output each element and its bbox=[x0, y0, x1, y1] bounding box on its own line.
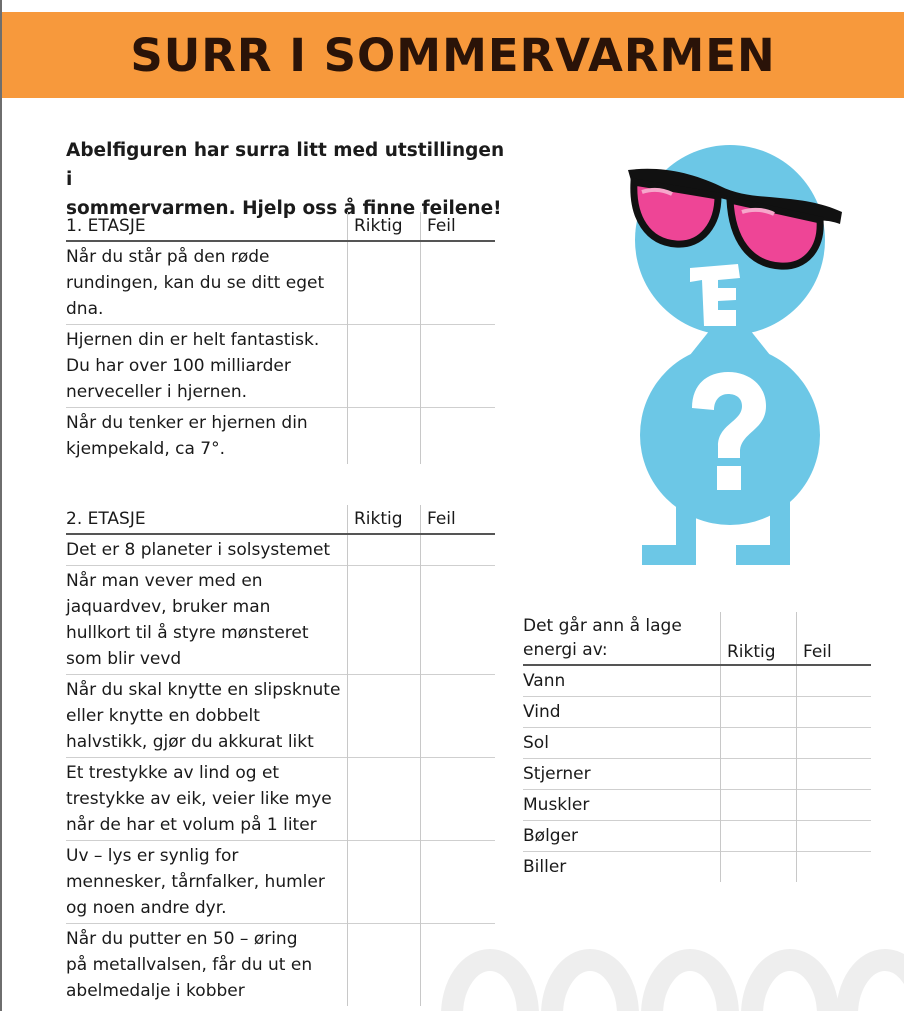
table-row bbox=[66, 534, 495, 566]
floor2-header-row bbox=[66, 505, 495, 534]
question-text bbox=[66, 924, 348, 1007]
question-line: på metallvalsen, får du ut en bbox=[66, 955, 313, 975]
question-line: Når du putter en 50 – øring bbox=[66, 929, 298, 949]
riktig-checkbox-cell[interactable] bbox=[348, 325, 421, 408]
question-line: dna. bbox=[66, 299, 104, 319]
question-text bbox=[66, 566, 348, 675]
table-row bbox=[66, 758, 495, 841]
intro-line: Abelfiguren har surra litt med utstillingen i bbox=[66, 140, 505, 190]
energy-item: Muskler bbox=[523, 790, 721, 821]
riktig-checkbox-cell[interactable] bbox=[721, 852, 797, 883]
table-row bbox=[523, 665, 871, 697]
table-row bbox=[66, 675, 495, 758]
riktig-checkbox-cell[interactable] bbox=[348, 534, 421, 566]
energy-header-row bbox=[523, 612, 871, 665]
riktig-checkbox-cell[interactable] bbox=[348, 924, 421, 1007]
riktig-checkbox-cell[interactable] bbox=[348, 566, 421, 675]
table-row bbox=[523, 790, 871, 821]
question-text bbox=[66, 325, 348, 408]
feil-checkbox-cell[interactable] bbox=[421, 675, 496, 758]
riktig-checkbox-cell[interactable] bbox=[721, 728, 797, 759]
question-line: Et trestykke av lind og et bbox=[66, 763, 280, 783]
table-row bbox=[66, 241, 495, 325]
floor2-col-riktig: Riktig bbox=[348, 505, 421, 534]
page-title: SURR I SOMMERVARMEN bbox=[130, 28, 776, 82]
feil-checkbox-cell[interactable] bbox=[797, 759, 872, 790]
question-line: som blir vevd bbox=[66, 649, 182, 669]
question-text bbox=[66, 841, 348, 924]
riktig-checkbox-cell[interactable] bbox=[721, 759, 797, 790]
question-line: rundingen, kan du se ditt eget bbox=[66, 273, 325, 293]
question-line: Når du står på den røde bbox=[66, 247, 270, 267]
question-line: og noen andre dyr. bbox=[66, 898, 227, 918]
question-line: Når du skal knytte en slipsknute bbox=[66, 680, 341, 700]
feil-checkbox-cell[interactable] bbox=[797, 852, 872, 883]
feil-checkbox-cell[interactable] bbox=[421, 241, 496, 325]
riktig-checkbox-cell[interactable] bbox=[348, 408, 421, 465]
riktig-checkbox-cell[interactable] bbox=[721, 790, 797, 821]
riktig-checkbox-cell[interactable] bbox=[721, 821, 797, 852]
table-row bbox=[66, 408, 495, 465]
energy-item: Stjerner bbox=[523, 759, 721, 790]
question-line: Du har over 100 milliarder bbox=[66, 356, 291, 376]
question-line: mennesker, tårnfalker, humler bbox=[66, 872, 325, 892]
table-row bbox=[523, 821, 871, 852]
page-left-edge bbox=[0, 0, 2, 1011]
riktig-checkbox-cell[interactable] bbox=[348, 841, 421, 924]
floor1-heading: 1. ETASJE bbox=[66, 212, 348, 241]
riktig-checkbox-cell[interactable] bbox=[348, 675, 421, 758]
question-line: Hjernen din er helt fantastisk. bbox=[66, 330, 320, 350]
intro-text bbox=[66, 136, 516, 223]
floor1-header-row bbox=[66, 212, 495, 241]
question-line: halvstikk, gjør du akkurat likt bbox=[66, 732, 314, 752]
feil-checkbox-cell[interactable] bbox=[797, 665, 872, 697]
energy-col-feil: Feil bbox=[797, 612, 872, 665]
feil-checkbox-cell[interactable] bbox=[421, 325, 496, 408]
question-line: jaquardvev, bruker man bbox=[66, 597, 271, 617]
question-text bbox=[66, 408, 348, 465]
question-line: Det er 8 planeter i solsystemet bbox=[66, 540, 331, 560]
table-row bbox=[523, 852, 871, 883]
floor2-heading: 2. ETASJE bbox=[66, 505, 348, 534]
floor2-col-feil: Feil bbox=[421, 505, 496, 534]
feil-checkbox-cell[interactable] bbox=[797, 697, 872, 728]
question-text bbox=[66, 675, 348, 758]
feil-checkbox-cell[interactable] bbox=[797, 821, 872, 852]
energy-item: Vann bbox=[523, 671, 566, 691]
energy-item: Sol bbox=[523, 728, 721, 759]
decorative-background-shapes bbox=[430, 940, 904, 1011]
table-row bbox=[66, 841, 495, 924]
question-line: trestykke av eik, veier like mye bbox=[66, 789, 332, 809]
question-line: når de har et volum på 1 liter bbox=[66, 815, 317, 835]
question-text bbox=[66, 534, 348, 566]
table-row bbox=[523, 759, 871, 790]
energy-table bbox=[523, 612, 871, 882]
riktig-checkbox-cell[interactable] bbox=[721, 697, 797, 728]
floor1-table bbox=[66, 212, 495, 464]
question-line: Når du tenker er hjernen din bbox=[66, 413, 308, 433]
energy-item: Biller bbox=[523, 852, 721, 883]
energy-heading bbox=[523, 612, 721, 665]
floor1-col-feil: Feil bbox=[421, 212, 496, 241]
feil-checkbox-cell[interactable] bbox=[797, 728, 872, 759]
question-line: eller knytte en dobbelt bbox=[66, 706, 260, 726]
energy-item: Bølger bbox=[523, 821, 721, 852]
question-line: kjempekald, ca 7°. bbox=[66, 439, 226, 459]
table-row bbox=[523, 697, 871, 728]
energy-col-riktig: Riktig bbox=[721, 612, 797, 665]
riktig-checkbox-cell[interactable] bbox=[721, 665, 797, 697]
feil-checkbox-cell[interactable] bbox=[421, 534, 496, 566]
question-text bbox=[66, 758, 348, 841]
question-line: abelmedalje i kobber bbox=[66, 981, 245, 1001]
riktig-checkbox-cell[interactable] bbox=[348, 241, 421, 325]
feil-checkbox-cell[interactable] bbox=[421, 758, 496, 841]
intro-line: sommervarmen. Hjelp oss å finne feilene! bbox=[66, 198, 502, 219]
table-row bbox=[523, 728, 871, 759]
question-line: Når man vever med en bbox=[66, 571, 263, 591]
energy-heading-line: Det går ann å lage bbox=[523, 616, 682, 636]
question-text bbox=[66, 241, 348, 325]
floor1-col-riktig: Riktig bbox=[348, 212, 421, 241]
abel-figure-illustration bbox=[620, 140, 850, 570]
question-line: nerveceller i hjernen. bbox=[66, 382, 248, 402]
energy-heading-line: energi av: bbox=[523, 640, 608, 660]
feil-checkbox-cell[interactable] bbox=[797, 790, 872, 821]
feil-checkbox-cell[interactable] bbox=[421, 841, 496, 924]
floor2-table bbox=[66, 505, 495, 1006]
energy-item: Vind bbox=[523, 697, 721, 728]
title-banner bbox=[2, 12, 904, 98]
feil-checkbox-cell[interactable] bbox=[421, 408, 496, 465]
question-line: hullkort til å styre mønsteret bbox=[66, 623, 309, 643]
table-row bbox=[66, 325, 495, 408]
riktig-checkbox-cell[interactable] bbox=[348, 758, 421, 841]
table-row bbox=[66, 566, 495, 675]
question-line: Uv – lys er synlig for bbox=[66, 846, 239, 866]
feil-checkbox-cell[interactable] bbox=[421, 566, 496, 675]
